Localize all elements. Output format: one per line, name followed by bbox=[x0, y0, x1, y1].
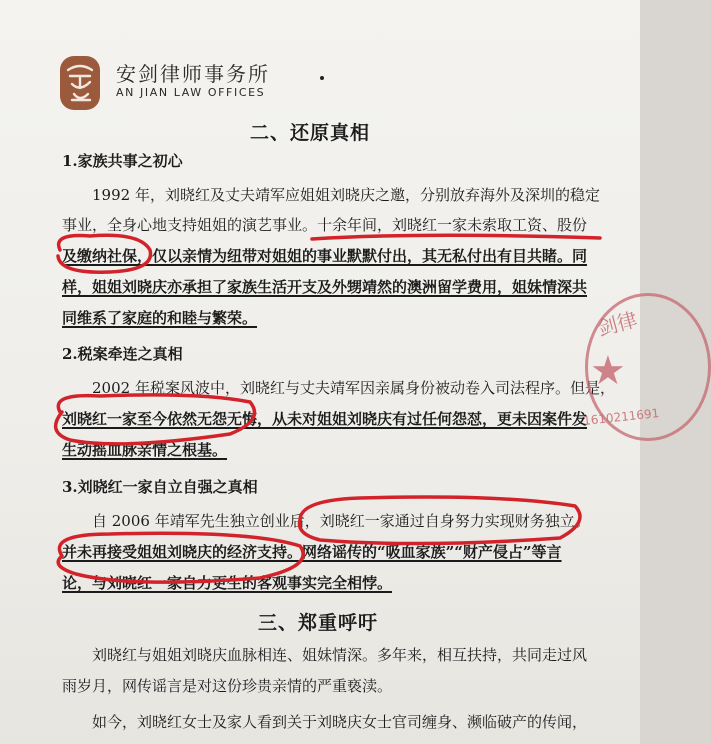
seal-text: 剑律 bbox=[594, 307, 640, 341]
firm-name-en: AN JIAN LAW OFFICES bbox=[116, 86, 266, 99]
firm-logo-icon bbox=[60, 56, 100, 110]
subsection-1-heading: 1.家族共事之初心 bbox=[62, 152, 183, 170]
firm-name-cn: 安剑律师事务所 bbox=[116, 62, 270, 86]
paragraph-line: 如今，刘晓红女士及家人看到关于刘晓庆女士官司缠身、濒临破产的传闻， bbox=[92, 713, 588, 731]
paragraph-line: 并未再接受姐姐刘晓庆的经济支持。网络谣传的“吸血家族”“财产侵占”等言 bbox=[62, 543, 562, 561]
paragraph-line: 1992 年，刘晓红及丈夫靖军应姐姐刘晓庆之邀，分别放弃海外及深圳的稳定 bbox=[92, 186, 600, 204]
paragraph-line: 自 2006 年靖军先生独立创业后，刘晓红一家通过自身努力实现财务独立。 bbox=[92, 512, 590, 530]
paragraph-line: 生动摇血脉亲情之根基。 bbox=[62, 441, 228, 459]
seal-star-icon: ★ bbox=[590, 348, 626, 394]
pen-underline bbox=[312, 235, 600, 239]
paragraph-line: 刘晓红与姐姐刘晓庆血脉相连、姐妹情深。多年来，相互扶持，共同走过风 bbox=[92, 646, 588, 664]
paragraph-line: 雨岁月，网传谣言是对这份珍贵亲情的严重亵渎。 bbox=[62, 677, 393, 695]
letterhead bbox=[60, 56, 320, 112]
paragraph-line: 样，姐姐刘晓庆亦承担了家族生活开支及外甥靖然的澳洲留学费用，姐妹情深共 bbox=[62, 278, 588, 296]
subsection-3-heading: 3.刘晓红一家自立自强之真相 bbox=[62, 478, 258, 496]
paragraph-line: 同维系了家庭的和睦与繁荣。 bbox=[62, 309, 258, 327]
paragraph-line: 刘晓红一家至今依然无怨无悔，从未对姐姐刘晓庆有过任何怨怼，更未因案件发 bbox=[62, 410, 588, 428]
ink-dot bbox=[320, 76, 324, 80]
paragraph-line bbox=[62, 215, 587, 235]
section-two-title: 二、还原真相 bbox=[250, 122, 371, 144]
paragraph-line: 2002 年税案风波中，刘晓红与丈夫靖军因亲属身份被动卷入司法程序。但是， bbox=[92, 379, 615, 397]
paragraph-line: 及缴纳社保，仅以亲情为纽带对姐姐的事业默默付出，其无私付出有目共睹。同 bbox=[62, 247, 588, 265]
seal-number: 1610211691 bbox=[582, 406, 660, 428]
paragraph-line-text: 事业，全身心地支持姐姐的演艺事业。十余年间，刘晓红一家未索取工资、股份 bbox=[62, 216, 588, 234]
paragraph-line: 论，与刘晓红一家自力更生的客观事实完全相悖。 bbox=[62, 574, 393, 592]
section-three-title: 三、郑重呼吁 bbox=[258, 612, 379, 634]
subsection-2-heading: 2.税案牵连之真相 bbox=[62, 345, 183, 363]
